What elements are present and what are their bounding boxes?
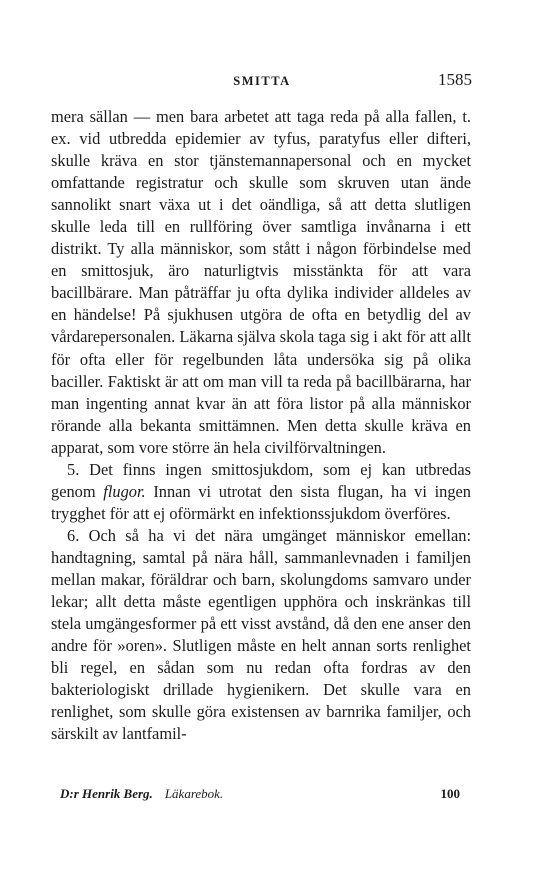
page-number: 1585 [438, 70, 472, 89]
paragraph-6-contact: 6. Och så ha vi det nära umgänget människor emellan: handtagning, samtal på nära håll, sammanlevnaden i familjen mellan makar, föräldrar och barn, skolungdoms samvaro under lekar; allt detta måste egentligen upphöra och inskränkas till stela umgängesformer på ett visst avstånd, då den ene anser den andre för »oren». Slutligen måste en helt annan sorts renlighet bli regel, en sådan som nu redan ofta fordras av den bakteriologiskt drillade hygienikern. Det skulle vara en renlighet, som skulle göra existensen av barnrika familjer, och särskilt av lantfamil- [51, 525, 471, 744]
body-text [51, 106, 471, 745]
sheet-number: 100 [440, 786, 460, 801]
footer-book-title: Läkarebok. [164, 786, 224, 801]
running-head: SMITTA [233, 74, 291, 88]
page-header [52, 70, 472, 94]
emphasis-flies: flugor. [103, 481, 146, 501]
paragraph-5-flies [51, 459, 471, 525]
paragraph-continuation: mera sällan — men bara arbetet att taga reda på alla fallen, t. ex. vid utbredda epidemier av tyfus, paratyfus eller difteri, skulle kräva en stor tjänstemannapersonal och en mycket omfattande registratur och skulle som skruven utan ände sannolikt snart växa ut i det oändliga, så att detta slutligen skulle leda till en rullföring över samtliga invånarna i ett distrikt. Ty alla människor, som stått i någon förbindelse med en smittosjuk, äro naturligtvis misstänkta för att vara bacillbärare. Man påträffar ju ofta dylika individer alldeles av en händelse! På sjukhusen utgöra de ofta en betydlig del av vårdarepersonalen. Läkarna själva skola taga sig i akt för att allt för ofta eller för regelbunden låta undersöka sig på olika baciller. Faktiskt är att om man vill ta reda på bacillbärarna, har man ingenting annat kvar än att föra listor på alla människor rörande alla bekanta smittämnen. Men detta skulle kräva en apparat, som vore större än hela civilförvaltningen. [51, 107, 471, 457]
paragraph-5-rest: Innan vi utrotat den sista flugan, ha vi ingen trygghet för att ej oförmärkt en infektionssjukdom överföres. [51, 481, 471, 523]
page-footer [60, 786, 460, 806]
footer-imprint [60, 786, 223, 802]
paragraph-5-lead: 5. Det finns ingen smittosjukdom, som ej kan utbredas genom [51, 459, 471, 501]
footer-signature: D:r Henrik Berg. [60, 786, 153, 801]
